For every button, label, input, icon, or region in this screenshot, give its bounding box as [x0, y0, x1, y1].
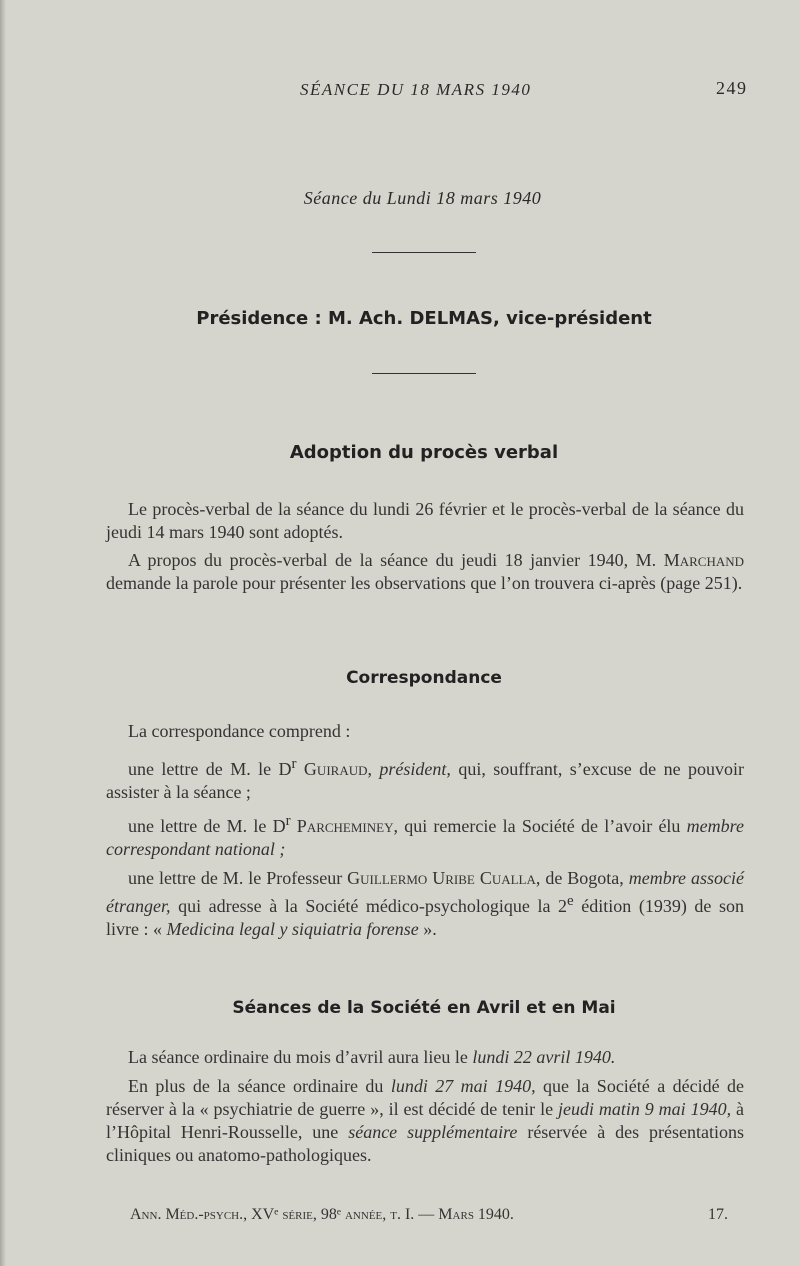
text-run: une lettre de M. le Professeur: [128, 868, 348, 888]
letter-item: [106, 810, 744, 861]
text-run: qui, souffrant, s’excuse de ne pouvoir assister à la séance ;: [106, 759, 744, 802]
superscript: e: [567, 893, 574, 909]
text-run: En plus de la séance ordinaire du: [128, 1076, 391, 1096]
person-name: Guiraud: [296, 759, 368, 779]
text-run: une lettre de M. le D: [128, 759, 292, 779]
text-run: que la Société a décidé de réserver à la « psychiatrie de guerre », il est décidé de tenir le: [106, 1076, 744, 1119]
page-footer: [130, 1206, 730, 1224]
text-run: une lettre de M. le D: [128, 816, 286, 836]
text-run: , qui remercie la Société de l’avoir élu: [393, 816, 687, 836]
text-run-italic: membre associé étranger,: [106, 868, 744, 916]
running-header: [0, 80, 800, 106]
seances-paragraph-2: [106, 1075, 744, 1167]
adoption-paragraph-2: [106, 549, 744, 595]
running-title: SÉANCE DU 18 MARS 1940: [300, 80, 532, 99]
text-run: édition (1939) de son livre : «: [106, 896, 744, 939]
text-run: demande la parole pour présenter les observations que l’on trouvera ci-après (page 251).: [106, 573, 743, 593]
page-number: 249: [716, 78, 748, 98]
letter-item: [106, 867, 744, 941]
text-run: La séance ordinaire du mois d’avril aura lieu le: [128, 1047, 473, 1067]
text-run: qui adresse à la Société médico-psychologique la 2: [170, 896, 568, 916]
text-run-italic: lundi 22 avril 1940.: [472, 1047, 616, 1067]
person-name: Marchand: [663, 550, 744, 570]
text-run-italic: séance supplémentaire: [348, 1122, 518, 1142]
presidence-heading: Présidence : M. Ach. DELMAS, vice-président: [196, 308, 652, 329]
superscript: r: [285, 813, 291, 829]
person-name: Guillermo Uribe Cualla: [347, 868, 536, 888]
text-run: ».: [418, 919, 437, 939]
adoption-heading: Adoption du procès verbal: [289, 442, 559, 463]
correspondance-text: [106, 720, 744, 941]
seance-title: Séance du Lundi 18 mars 1940: [303, 188, 542, 208]
text-run: A propos du procès-verbal de la séance du jeudi 18 janvier 1940, M.: [128, 550, 664, 570]
journal-citation: Ann. Méd.-psych., XVᵉ série, 98ᵉ année, t. I. — Mars 1940.: [130, 1206, 514, 1223]
correspondance-heading: Correspondance: [346, 668, 502, 688]
divider-rule: [372, 373, 476, 374]
text-run: ,: [367, 759, 380, 779]
superscript: r: [291, 756, 297, 772]
letter-item: [106, 753, 744, 804]
text-run: , de Bogota,: [535, 868, 629, 888]
text-run-italic: jeudi matin 9 mai 1940,: [557, 1099, 732, 1119]
person-name: Parcheminey: [290, 816, 394, 836]
text-run: réservée à des présentations cliniques ou anatomo-pathologiques.: [106, 1122, 744, 1165]
adoption-text: [106, 498, 744, 595]
text-run-italic: membre correspondant national ;: [106, 816, 744, 859]
seances-heading: Séances de la Société en Avril et en Mai: [232, 998, 616, 1018]
book-title: Medicina legal y siquiatria forense: [166, 919, 419, 939]
adoption-paragraph-1: Le procès-verbal de la séance du lundi 26 février et le procès-verbal de la séance du jeudi 14 mars 1940 sont adoptés.: [106, 499, 744, 542]
seances-paragraph-1: [106, 1046, 744, 1069]
text-run-italic: président,: [379, 759, 451, 779]
divider-rule: [372, 252, 476, 253]
text-run: à l’Hôpital Henri-Rousselle, une: [106, 1099, 744, 1142]
correspondance-intro: La correspondance comprend :: [128, 721, 351, 741]
text-run-italic: lundi 27 mai 1940,: [390, 1076, 536, 1096]
signature-mark: 17.: [708, 1206, 728, 1223]
seances-text: [106, 1046, 744, 1167]
